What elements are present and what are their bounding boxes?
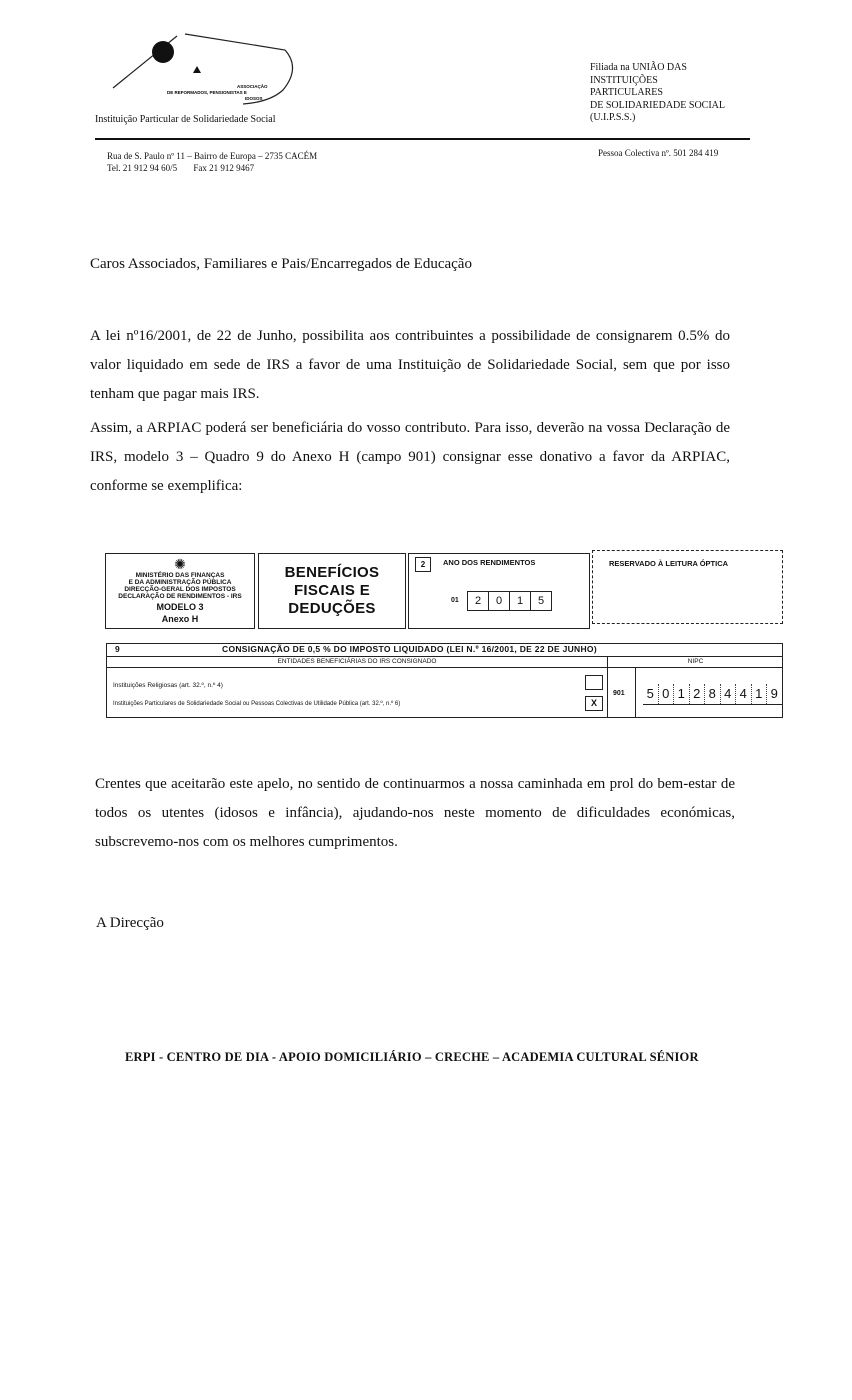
year-digit: 1 [510,592,531,610]
nipc-digit: 1 [752,684,768,704]
optical-label: RESERVADO À LEITURA ÓPTICA [609,559,729,568]
phone-number: Tel. 21 912 94 60/5 [107,163,178,173]
paragraph-1: A lei nº16/2001, de 22 de Junho, possibilita aos contribuintes a possibilidade de consignarem 0.5% do valor liquidado em sede de IRS a favor de uma Instituição de Solidariedade Social, sem que por isso tenham que pagar mais IRS. [90,328,730,402]
government-emblem-icon: ✺ [174,556,186,572]
nipc-digit: 4 [721,684,737,704]
ministry-header-box [105,553,255,629]
paragraph-3: Crentes que aceitarão este apelo, no sentido de continuarmos a nossa caminhada em prol do bem-estar de todos os utentes (idosos e infância), ajudando-nos neste momento de dificuldades económicas, subscrevemo-nos com os melhores cumprimentos. [95,776,735,850]
quadro-number: 9 [115,644,120,654]
contact-block [107,150,317,174]
row-religious-institutions: Instituições Religiosas (art. 32.º, n.º 4) [113,682,223,689]
greeting: Caros Associados, Familiares e Pais/Encarregados de Educação [90,256,472,272]
year-box [408,553,590,629]
year-digits [467,591,552,611]
field-901-label: 901 [613,690,625,697]
association-logo [105,30,300,115]
logo-text-2: DE REFORMADOS, PENSIONISTAS E [167,90,247,95]
year-digit: 2 [468,592,489,610]
institution-tagline: Instituição Particular de Solidariedade Social [95,114,276,125]
year-digit: 5 [537,595,545,607]
logo-text-1: ASSOCIAÇÃO [237,84,268,89]
form-title-box [258,553,406,629]
quadro-9-header [107,644,782,657]
phone-fax-line [107,162,317,174]
ministry-line-3: DIRECÇÃO-GERAL DOS IMPOSTOS [124,586,236,593]
quadro-title: CONSIGNAÇÃO DE 0,5 % DO IMPOSTO LIQUIDADO (LEI N.º 16/2001, DE 22 DE JUNHO) [222,644,597,654]
ipss-checkbox: X [585,696,603,711]
model-label: MODELO 3 [156,602,204,612]
affiliation-text: Filiada na UNIÃO DAS INSTITUIÇÕES PARTICULARES DE SOLIDARIEDADE SOCIAL (U.I.P.S.S.) [590,62,725,123]
nipc-digit: 8 [705,684,721,704]
annex-label: Anexo H [161,614,199,624]
quadro-9-box [106,643,783,718]
nipc-digit: 4 [736,684,752,704]
year-prefix: 01 [451,597,459,604]
fax-number: Fax 21 912 9467 [193,163,255,173]
column-divider [607,668,608,718]
nipc-digit: 1 [674,684,690,704]
year-box-number: 2 [415,557,431,572]
footer-services: ERPI - CENTRO DE DIA - APOIO DOMICILIÁRIO – CRECHE – ACADEMIA CULTURAL SÉNIOR [125,1050,699,1064]
ministry-line-1: MINISTÉRIO DAS FINANÇAS [135,572,225,579]
form-title-line-3: DEDUÇÕES [288,600,376,617]
nipc-digit: 2 [690,684,706,704]
entities-header: ENTIDADES BENEFICIÁRIAS DO IRS CONSIGNADO [107,657,607,668]
row-ipss: Instituições Particulares de Solidariedade Social ou Pessoas Colectivas de Utilidade Pública (art. 32.º, n.º 6) [113,701,401,707]
year-digit: 0 [489,592,510,610]
nipc-header: NIPC [607,657,783,668]
address-line: Rua de S. Paulo nº 11 – Bairro de Europa – 2735 CACÉM [107,151,318,161]
logo-text-3: IDOSOS [245,96,263,101]
form-title-line-1: BENEFÍCIOS [284,564,380,581]
nipc-digits [643,684,782,705]
ministry-line-4: DECLARAÇÃO DE RENDIMENTOS - IRS [118,593,242,600]
nipc-digit: 9 [770,686,778,701]
nipc-digit: 0 [659,684,675,704]
form-title-line-2: FISCAIS E [293,582,371,599]
religious-checkbox [585,675,603,690]
paragraph-2: Assim, a ARPIAC poderá ser beneficiária do vosso contributo. Para isso, deverão na vossa Declaração de IRS, modelo 3 – Quadro 9 do Anexo H (campo 901) consignar esse donativo a favor da ARPIAC, conforme se exemplifica: [90,420,730,494]
column-divider [635,668,636,718]
header-divider [95,138,750,140]
nipc-digit: 5 [643,684,659,704]
nipc-label: Pessoa Colectiva nº. 501 284 419 [598,148,719,158]
signature: A Direcção [96,915,164,931]
year-label: ANO DOS RENDIMENTOS [443,558,536,567]
ministry-line-2: E DA ADMINISTRAÇÃO PÚBLICA [128,579,232,586]
optical-reading-box [592,550,783,624]
